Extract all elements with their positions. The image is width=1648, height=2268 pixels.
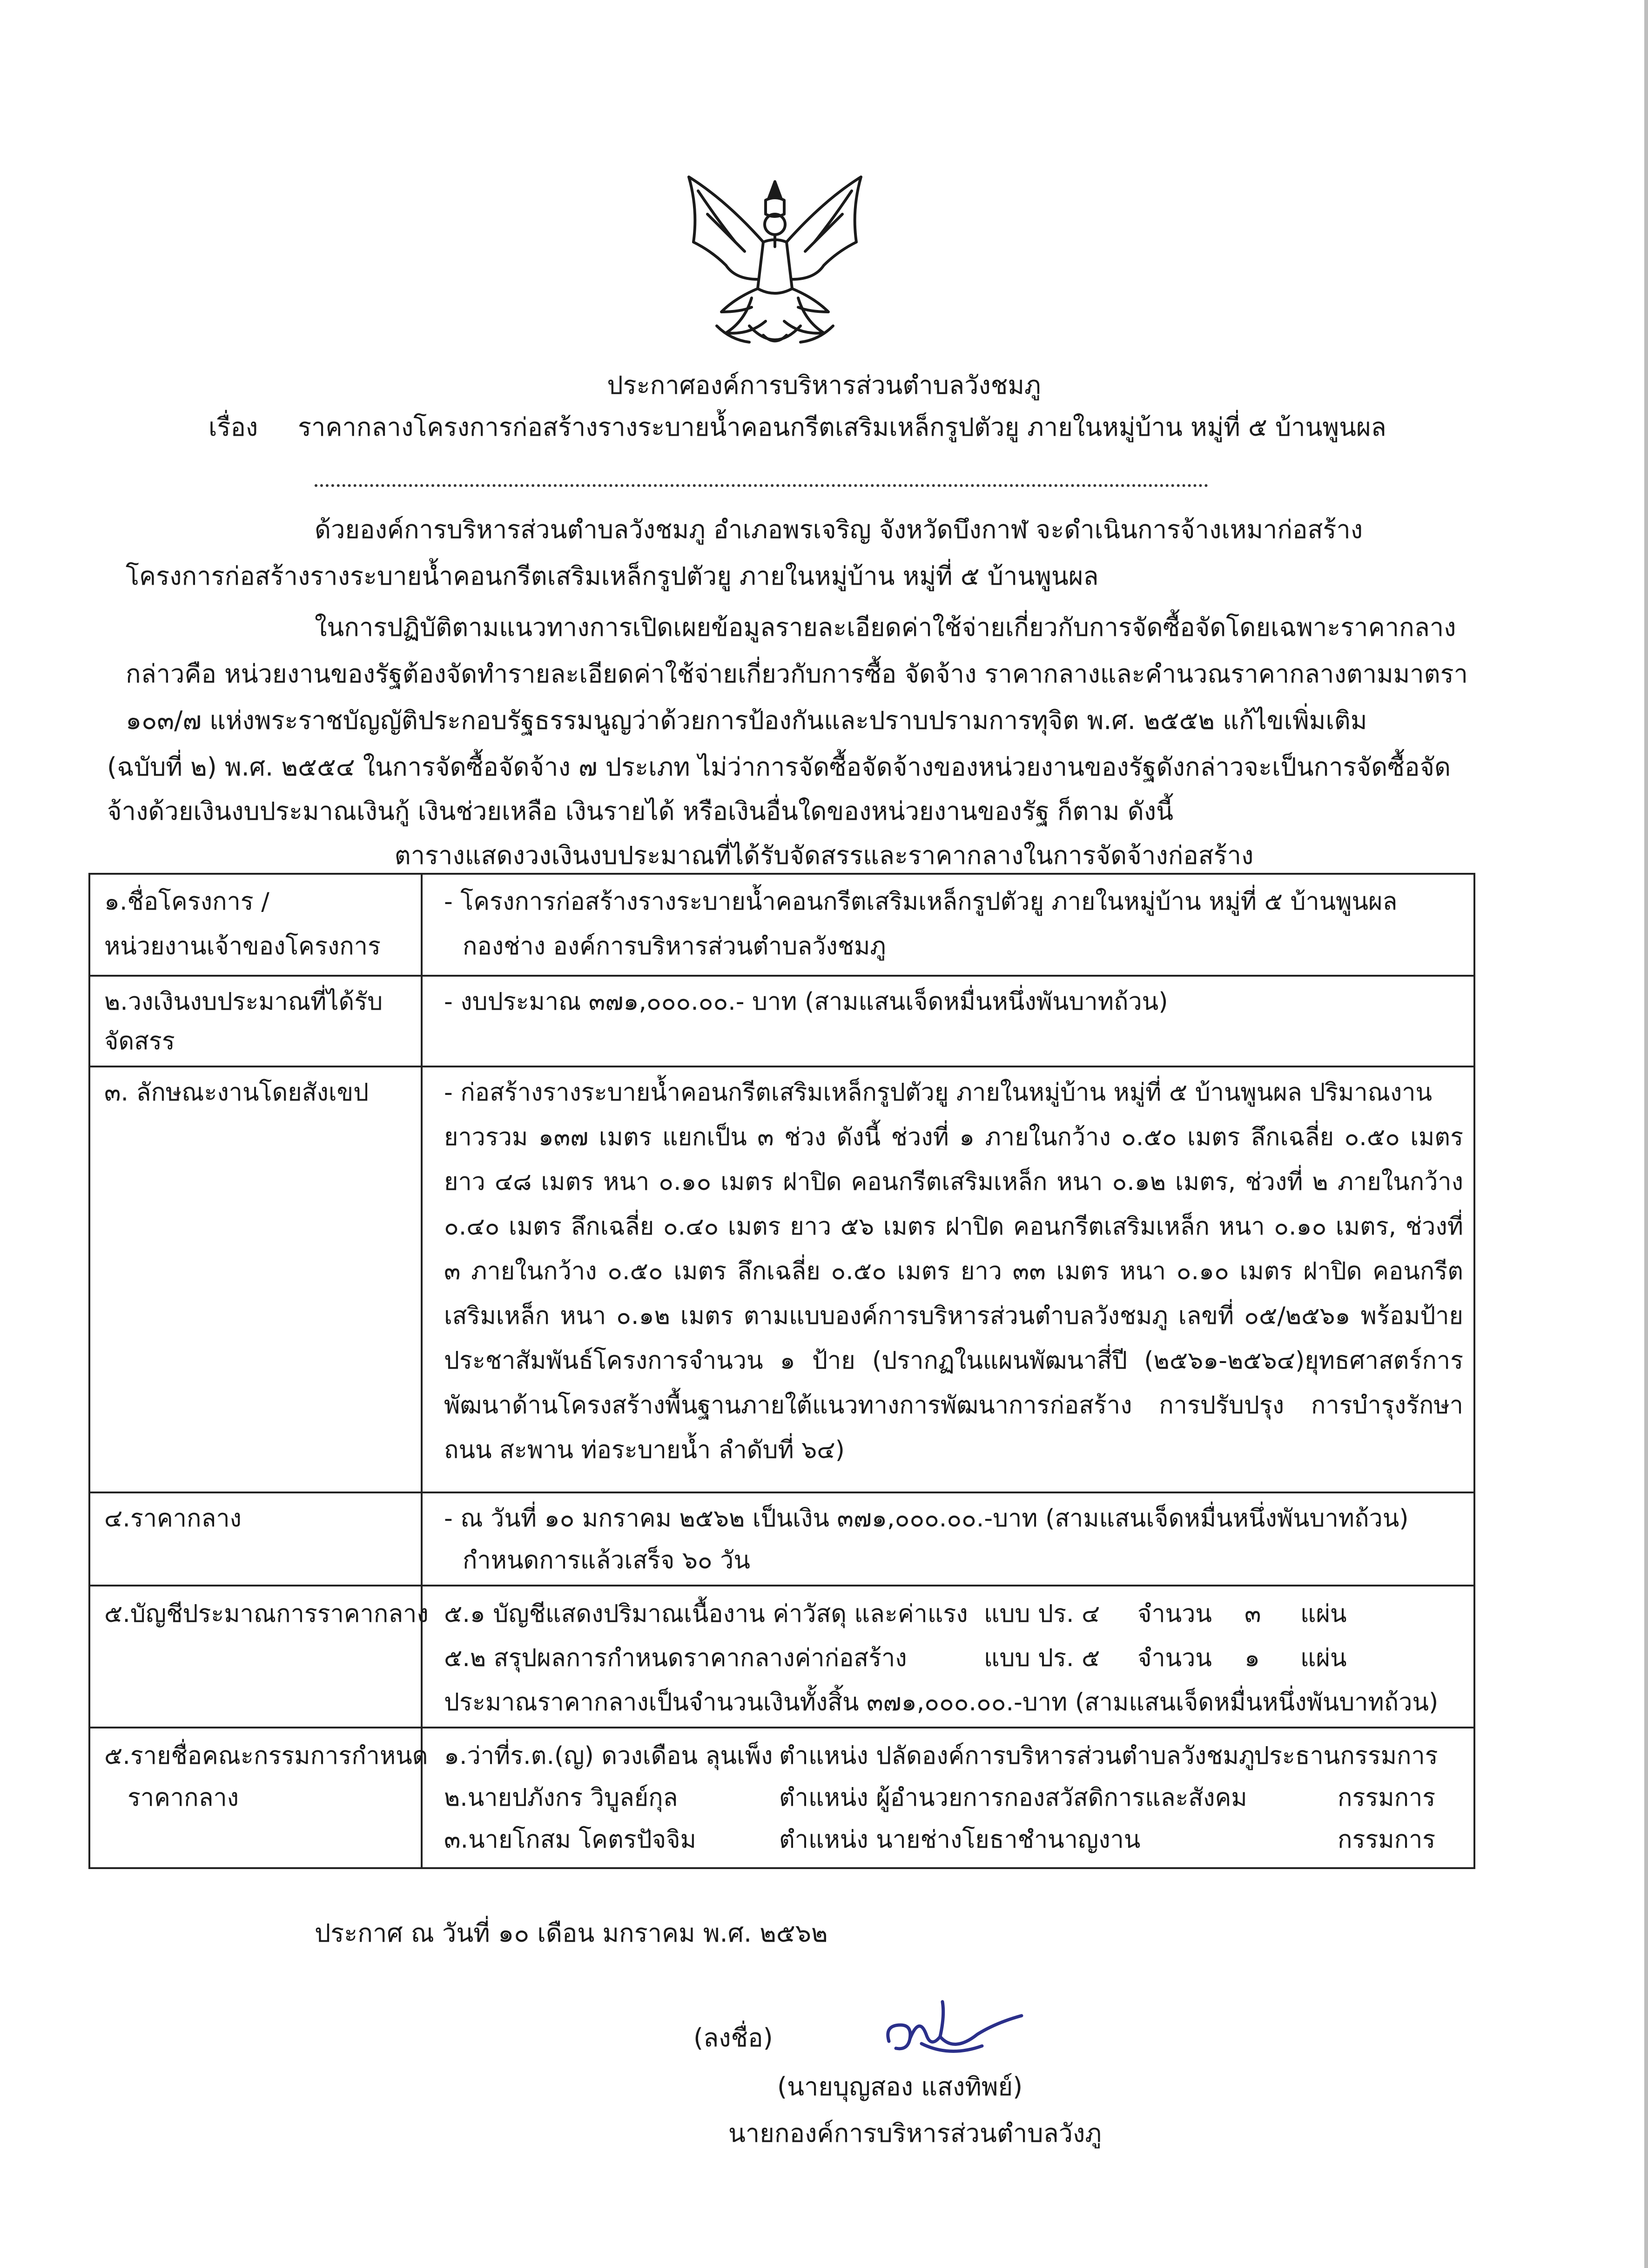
paragraph-1-line-2: โครงการก่อสร้างรางระบายน้ำคอนกรีตเสริมเหล็กรูปตัวยู ภายในหมู่บ้าน หมู่ที่ ๕ บ้านพูนผล xyxy=(126,561,1099,591)
paragraph-2-line-3: ๑๐๓/๗ แห่งพระราชบัญญัติประกอบรัฐธรรมนูญว่าด้วยการป้องกันและปราบปรามการทุจิต พ.ศ. ๒๕๕๒ แก้ไขเพิ่มเติม xyxy=(126,706,1367,735)
paragraph-2-line-2: กล่าวคือ หน่วยงานของรัฐต้องจัดทำรายละเอียดค่าใช้จ่ายเกี่ยวกับการซื้อ จัดจ้าง ราคากลางและคำนวณราคากลางตามมาตรา xyxy=(126,659,1468,688)
signed-label: (ลงชื่อ) xyxy=(693,2023,773,2052)
committee-member-3-name: ๓.นายโกสม โคตรปัจจิม xyxy=(444,1826,696,1854)
row5-total: ประมาณราคากลางเป็นจำนวนเงินทั้งสิ้น ๓๗๑,๐๐๐.๐๐.-บาท (สามแสนเจ็ดหมื่นหนึ่งพันบาทถ้วน) xyxy=(444,1688,1439,1716)
row3-value-line7: ประชาสัมพันธ์โครงการจำนวน ๑ ป้าย (ปรากฏในแผนพัฒนาสี่ปี (๒๕๖๑-๒๕๖๔)ยุทธศาสตร์การ xyxy=(444,1347,1463,1375)
row3-value-line8: พัฒนาด้านโครงสร้างพื้นฐานภายใต้แนวทางการพัฒนาการก่อสร้าง การปรับปรุง การบำรุงรักษา xyxy=(444,1391,1463,1419)
committee-member-1-role: ประธานกรรมการ xyxy=(1254,1742,1438,1770)
row4-value-line2: กำหนดการแล้วเสร็จ ๖๐ วัน xyxy=(463,1546,750,1574)
garuda-emblem-icon xyxy=(670,172,880,358)
announcement-date: ประกาศ ณ วันที่ ๑๐ เดือน มกราคม พ.ศ. ๒๕๖๒ xyxy=(315,1918,828,1948)
subject-text: ราคากลางโครงการก่อสร้างรางระบายน้ำคอนกรีตเสริมเหล็กรูปตัวยู ภายในหมู่บ้าน หมู่ที่ ๕ บ้านพูนผล xyxy=(298,412,1386,442)
table-row-divider xyxy=(90,1066,1473,1067)
row1-value-line1: - โครงการก่อสร้างรางระบายน้ำคอนกรีตเสริมเหล็กรูปตัวยู ภายในหมู่บ้าน หมู่ที่ ๕ บ้านพูนผล xyxy=(444,888,1398,916)
signature-mark xyxy=(875,1997,1024,2072)
signer-name: (นายบุญสอง แสงทิพย์) xyxy=(777,2072,1023,2101)
committee-member-3-role: กรรมการ xyxy=(1338,1826,1436,1854)
row2-label-line1: ๒.วงเงินงบประมาณที่ได้รับ xyxy=(104,988,383,1016)
row5-item1-desc: ๕.๑ บัญชีแสดงปริมาณเนื้องาน ค่าวัสดุ และค่าแรง xyxy=(444,1600,968,1628)
row5-item2-unit: แผ่น xyxy=(1300,1644,1347,1672)
table-row-divider xyxy=(90,975,1473,977)
row5-item1-qty-label: จำนวน xyxy=(1137,1600,1212,1628)
paragraph-2-line-5: จ้างด้วยเงินงบประมาณเงินกู้ เงินช่วยเหลือ เงินรายได้ หรือเงินอื่นใดของหน่วยงานของรัฐ ก็ตาม ดังนี้ xyxy=(107,796,1174,826)
row3-value-line6: เสริมเหล็ก หนา ๐.๑๒ เมตร ตามแบบองค์การบริหารส่วนตำบลวังชมภู เลขที่ ๐๕/๒๕๖๑ พร้อมป้าย xyxy=(444,1302,1463,1330)
budget-table xyxy=(88,873,1475,1869)
row1-value-line2: กองช่าง องค์การบริหารส่วนตำบลวังชมภู xyxy=(463,932,886,960)
row5-item1-qty: ๓ xyxy=(1244,1600,1261,1628)
row5-label: ๕.บัญชีประมาณการราคากลาง xyxy=(104,1600,429,1628)
row3-value-line1: - ก่อสร้างรางระบายน้ำคอนกรีตเสริมเหล็กรูปตัวยู ภายในหมู่บ้าน หมู่ที่ ๕ บ้านพูนผล ปริมาณงาน xyxy=(444,1079,1433,1107)
paragraph-2-line-1: ในการปฏิบัติตามแนวทางการเปิดเผยข้อมูลรายละเอียดค่าใช้จ่ายเกี่ยวกับการจัดซื้อจัดโดยเฉพาะราคากลาง xyxy=(315,613,1456,642)
row5-item2-qty-label: จำนวน xyxy=(1137,1644,1212,1672)
row3-value-line5: ๓ ภายในกว้าง ๐.๕๐ เมตร ลึกเฉลี่ย ๐.๕๐ เมตร ยาว ๓๓ เมตร หนา ๐.๑๐ เมตร ฝาปิด คอนกรีต xyxy=(444,1257,1463,1285)
row3-value-line3: ยาว ๔๘ เมตร หนา ๐.๑๐ เมตร ฝาปิด คอนกรีตเสริมเหล็ก หนา ๐.๑๒ เมตร, ช่วงที่ ๒ ภายในกว้าง xyxy=(444,1168,1463,1196)
table-row-divider xyxy=(90,1727,1473,1728)
row4-label: ๔.ราคากลาง xyxy=(104,1505,242,1532)
row5-item2-form: แบบ ปร. ๕ xyxy=(984,1644,1100,1672)
row1-label-line1: ๑.ชื่อโครงการ / xyxy=(104,888,269,916)
row6-label-line1: ๕.รายชื่อคณะกรรมการกำหนด xyxy=(104,1742,428,1770)
row5-item2-desc: ๕.๒ สรุปผลการกำหนดราคากลางค่าก่อสร้าง xyxy=(444,1644,907,1672)
paragraph-2-line-4: (ฉบับที่ ๒) พ.ศ. ๒๕๕๔ ในการจัดซื้อจัดจ้าง ๗ ประเภท ไม่ว่าการจัดซื้อจัดจ้างของหน่วยงานของรัฐดังกล่าวจะเป็นการจัดซื้อจัด xyxy=(107,752,1451,782)
table-caption: ตารางแสดงวงเงินงบประมาณที่ได้รับจัดสรรและราคากลางในการจัดจ้างก่อสร้าง xyxy=(394,841,1254,870)
row3-label: ๓. ลักษณะงานโดยสังเขป xyxy=(104,1079,369,1107)
row2-label-line2: จัดสรร xyxy=(104,1027,175,1055)
committee-member-2-position: ตำแหน่ง ผู้อำนวยการกองสวัสดิการและสังคม xyxy=(779,1784,1247,1812)
dotted-divider xyxy=(315,484,1208,487)
announcement-issuer: ประกาศองค์การบริหารส่วนตำบลวังชมภู xyxy=(607,371,1041,400)
row5-item1-unit: แผ่น xyxy=(1300,1600,1347,1628)
committee-member-3-position: ตำแหน่ง นายช่างโยธาชำนาญงาน xyxy=(779,1826,1141,1854)
signer-title: นายกองค์การบริหารส่วนตำบลวังภู xyxy=(728,2119,1102,2148)
subject-label: เรื่อง xyxy=(209,412,258,442)
table-column-divider xyxy=(421,875,423,1867)
row1-label-line2: หน่วยงานเจ้าของโครงการ xyxy=(104,932,381,960)
row2-value: - งบประมาณ ๓๗๑,๐๐๐.๐๐.- บาท (สามแสนเจ็ดหมื่นหนึ่งพันบาทถ้วน) xyxy=(444,988,1168,1016)
row5-item1-form: แบบ ปร. ๔ xyxy=(984,1600,1100,1628)
table-row-divider xyxy=(90,1585,1473,1586)
committee-member-2-name: ๒.นายปภังกร วิบูลย์กุล xyxy=(444,1784,678,1812)
row3-value-line9: ถนน สะพาน ท่อระบายน้ำ ลำดับที่ ๖๔) xyxy=(444,1436,845,1464)
scan-edge xyxy=(1644,0,1648,2268)
row5-item2-qty: ๑ xyxy=(1244,1644,1260,1672)
row4-value-line1: - ณ วันที่ ๑๐ มกราคม ๒๕๖๒ เป็นเงิน ๓๗๑,๐๐๐.๐๐.-บาท (สามแสนเจ็ดหมื่นหนึ่งพันบาทถ้วน) xyxy=(444,1505,1409,1532)
committee-member-2-role: กรรมการ xyxy=(1338,1784,1436,1812)
row6-label-line2: ราคากลาง xyxy=(128,1784,239,1812)
committee-member-1-position: ตำแหน่ง ปลัดองค์การบริหารส่วนตำบลวังชมภู xyxy=(779,1742,1255,1770)
committee-member-1-name: ๑.ว่าที่ร.ต.(ญ) ดวงเดือน ลุนเพ็ง xyxy=(444,1742,773,1770)
row3-value-line2: ยาวรวม ๑๓๗ เมตร แยกเป็น ๓ ช่วง ดังนี้ ช่วงที่ ๑ ภายในกว้าง ๐.๕๐ เมตร ลึกเฉลี่ย ๐.๕๐ เมตร xyxy=(444,1123,1463,1151)
paragraph-1-line-1: ด้วยองค์การบริหารส่วนตำบลวังชมภู อำเภอพรเจริญ จังหวัดบึงกาฬ จะดำเนินการจ้างเหมาก่อสร้าง xyxy=(315,515,1363,544)
table-row-divider xyxy=(90,1492,1473,1493)
row3-value-line4: ๐.๔๐ เมตร ลึกเฉลี่ย ๐.๔๐ เมตร ยาว ๕๖ เมตร ฝาปิด คอนกรีตเสริมเหล็ก หนา ๐.๑๐ เมตร, ช่วงที่ xyxy=(444,1213,1463,1241)
